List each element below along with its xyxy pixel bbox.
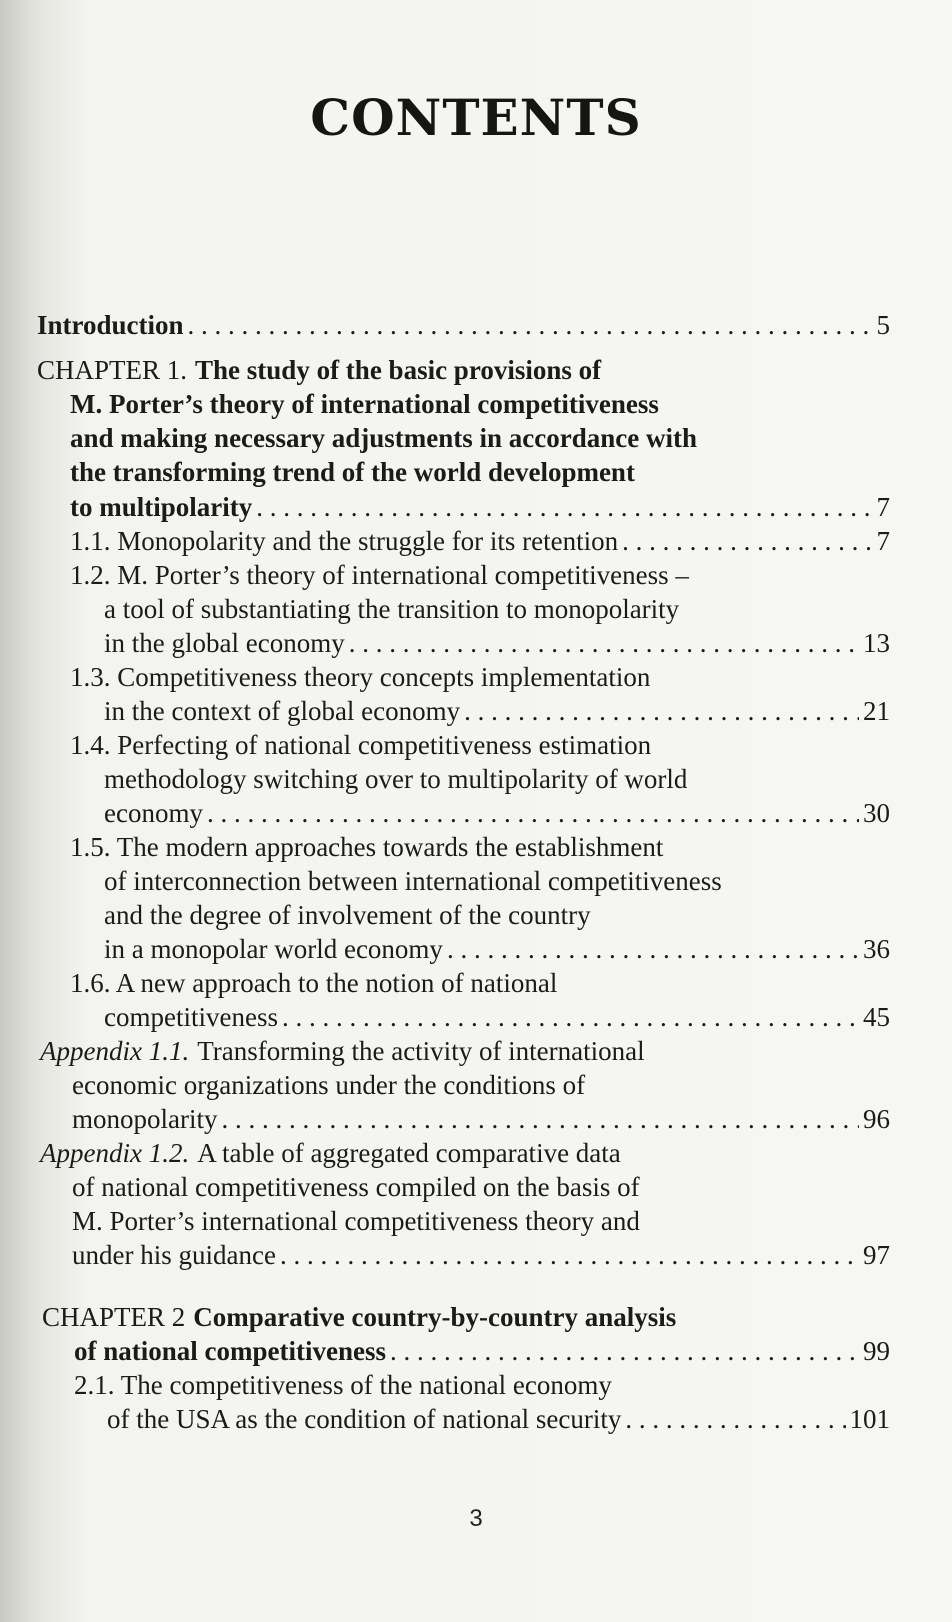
toc-section-1-5-line — [104, 898, 890, 932]
toc-section-1-6 — [70, 966, 890, 1000]
section-title-line: of interconnection between international competitiveness — [104, 866, 722, 896]
chapter-title-line: to multipolarity — [70, 492, 253, 522]
page-number: 36 — [863, 934, 890, 964]
section-title-line: in a monopolar world economy — [104, 934, 443, 964]
appendix-title-line: economic organizations under the conditions of — [72, 1070, 586, 1100]
toc-appendix-1-1 — [40, 1034, 890, 1068]
page-number: 5 — [876, 310, 890, 340]
toc-section-2-1-last-line — [107, 1402, 890, 1436]
toc-entry-label: Introduction — [37, 310, 184, 340]
appendix-title-line: Transforming the activity of international — [197, 1036, 645, 1066]
section-title-line: and the degree of involvement of the country — [104, 900, 591, 930]
leader-dots — [464, 694, 859, 728]
section-title-line: in the context of global economy — [104, 696, 461, 726]
chapter-title-line: of national competitiveness — [74, 1336, 386, 1366]
chapter-title-line: M. Porter’s theory of international competitiveness — [70, 389, 659, 419]
leader-dots — [256, 490, 872, 524]
toc-section-2-1 — [74, 1368, 890, 1402]
section-title: 1.1. Monopolarity and the struggle for its retention — [70, 526, 619, 556]
toc-chapter-1-last-line — [70, 490, 890, 524]
section-title-line: methodology switching over to multipolarity of world — [104, 764, 688, 794]
leader-dots — [188, 308, 873, 342]
page-number: 30 — [863, 798, 890, 828]
section-title-line: 1.4. Perfecting of national competitiveness estimation — [70, 730, 652, 760]
chapter-title-line: The study of the basic provisions of — [195, 355, 602, 385]
page-number: 101 — [849, 1404, 890, 1434]
toc-section-1-5-line — [104, 864, 890, 898]
leader-dots — [280, 1238, 859, 1272]
page-number: 13 — [863, 628, 890, 658]
chapter-prefix: CHAPTER 1. — [37, 355, 188, 385]
page-title: CONTENTS — [310, 88, 642, 147]
toc-chapter-2-last-line — [74, 1334, 890, 1368]
page-number: 7 — [876, 526, 890, 556]
section-title-line: in the global economy — [104, 628, 345, 658]
toc-appendix-1-2 — [40, 1136, 890, 1170]
toc-section-1-3 — [70, 660, 890, 694]
appendix-title-line: of national competitiveness compiled on the basis of — [72, 1172, 640, 1202]
leader-dots — [282, 1000, 859, 1034]
toc-section-1-2 — [70, 558, 890, 592]
leader-dots — [207, 796, 859, 830]
leader-dots — [447, 932, 859, 966]
section-title-line: economy — [104, 798, 203, 828]
toc-appendix-1-2-line — [72, 1170, 890, 1204]
toc-appendix-1-2-last-line — [72, 1238, 890, 1272]
appendix-title-line: monopolarity — [72, 1104, 218, 1134]
toc-section-1-5 — [70, 830, 890, 864]
leader-dots — [625, 1402, 845, 1436]
section-title-line: 1.3. Competitiveness theory concepts implementation — [70, 662, 651, 692]
appendix-title-line: A table of aggregated comparative data — [197, 1138, 621, 1168]
toc-appendix-1-1-last-line — [72, 1102, 890, 1136]
chapter-title-line: and making necessary adjustments in accordance with — [70, 423, 698, 453]
leader-dots — [221, 1102, 859, 1136]
appendix-title-line: M. Porter’s international competitiveness theory and — [72, 1206, 640, 1236]
toc-chapter-1-line — [70, 387, 890, 421]
appendix-label: Appendix 1.1. — [40, 1036, 190, 1066]
section-title-line: 1.6. A new approach to the notion of national — [70, 968, 558, 998]
chapter-title-line: the transforming trend of the world development — [70, 457, 635, 487]
page-number: 97 — [863, 1240, 890, 1270]
toc-appendix-1-2-line — [72, 1204, 890, 1238]
toc-section-1-5-last-line — [104, 932, 890, 966]
chapter-prefix: CHAPTER 2 — [42, 1302, 186, 1332]
toc-chapter-1-heading — [37, 353, 890, 387]
section-title-line: a tool of substantiating the transition to monopolarity — [104, 594, 680, 624]
section-title-line: of the USA as the condition of national security — [107, 1404, 622, 1434]
page-number: 7 — [876, 492, 890, 522]
leader-dots — [349, 626, 859, 660]
toc-section-1-4-line — [104, 762, 890, 796]
toc-section-1-2-last-line — [104, 626, 890, 660]
toc-entry-introduction — [37, 308, 890, 342]
leader-dots — [390, 1334, 859, 1368]
toc-section-1-1 — [70, 524, 890, 558]
section-title-line: 2.1. The competitiveness of the national economy — [74, 1370, 612, 1400]
toc-appendix-1-1-line — [72, 1068, 890, 1102]
section-title-line: 1.5. The modern approaches towards the establishment — [70, 832, 664, 862]
chapter-title-line: Comparative country-by-country analysis — [193, 1302, 677, 1332]
toc-chapter-2-heading — [42, 1300, 890, 1334]
page-number: 21 — [863, 696, 890, 726]
page-number: 45 — [863, 1002, 890, 1032]
toc-section-1-4 — [70, 728, 890, 762]
toc-chapter-1-line — [70, 421, 890, 455]
page-number-footer: 3 — [469, 1505, 483, 1532]
appendix-title-line: under his guidance — [72, 1240, 276, 1270]
toc-section-1-2-line — [104, 592, 890, 626]
toc-section-1-6-last-line — [104, 1000, 890, 1034]
page-number: 99 — [863, 1336, 890, 1366]
toc-section-1-3-last-line — [104, 694, 890, 728]
page-number: 96 — [863, 1104, 890, 1134]
leader-dots — [622, 524, 872, 558]
toc-chapter-1-line — [70, 455, 890, 489]
appendix-label: Appendix 1.2. — [40, 1138, 190, 1168]
section-title-line: competitiveness — [104, 1002, 278, 1032]
section-title-line: 1.2. M. Porter’s theory of international competitiveness – — [70, 560, 689, 590]
toc-section-1-4-last-line — [104, 796, 890, 830]
